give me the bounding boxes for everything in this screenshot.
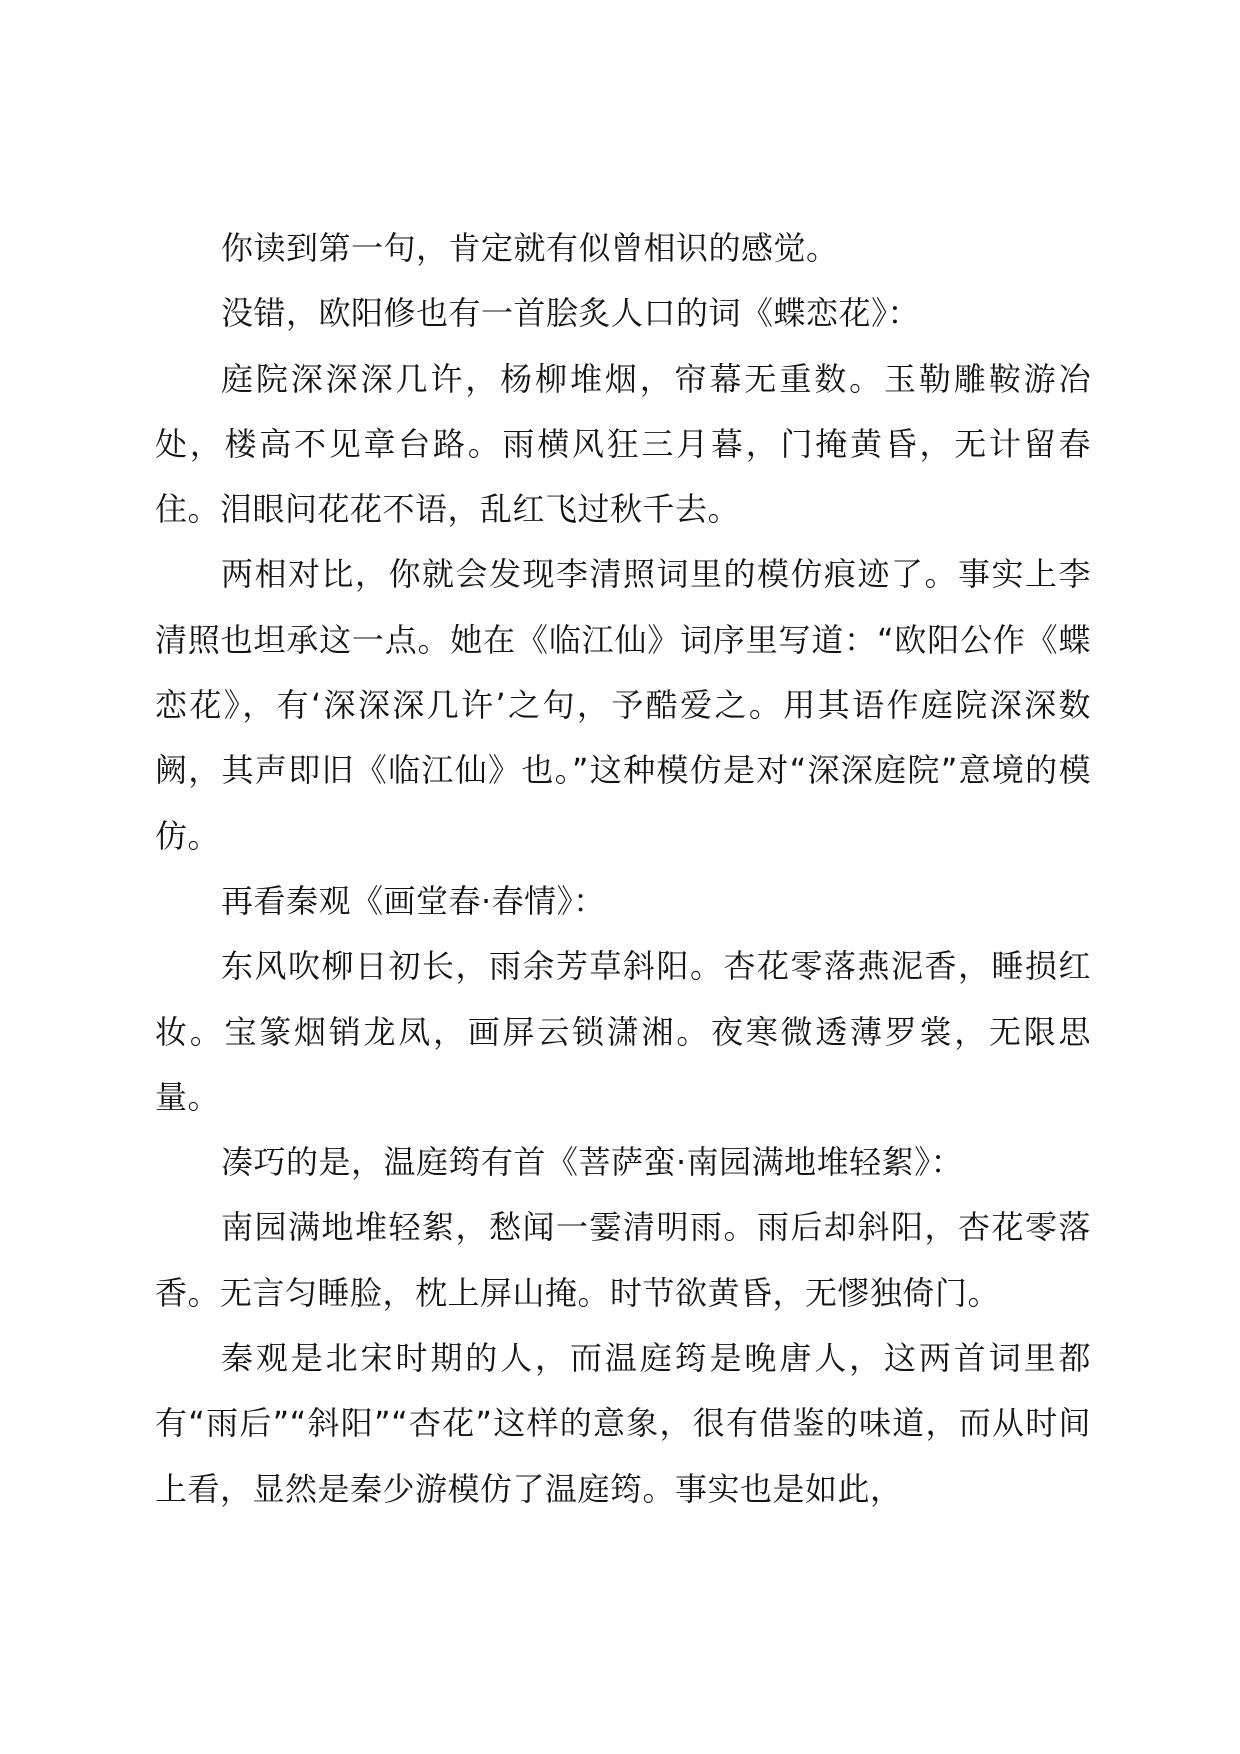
poem-pu-sa-man: 南园满地堆轻絮，愁闻一霎清明雨。雨后却斜阳，杏花零落香。无言匀睡脸，枕上屏山掩。时节欲黄昏，无憀独倚门。	[155, 1208, 1091, 1312]
paragraph-qin-guan-intro: 再看秦观《画堂春·春情》：	[221, 881, 606, 920]
poem-die-lian-hua: 庭院深深深几许，杨柳堆烟，帘幕无重数。玉勒雕鞍游冶处，楼高不见章台路。雨横风狂三月暮，门掩黄昏，无计留春住。泪眼问花花不语，乱红飞过秋千去。	[155, 359, 1091, 529]
paragraph-comparison: 两相对比，你就会发现李清照词里的模仿痕迹了。事实上李清照也坦承这一点。她在《临江仙》词序里写道：“欧阳公作《蝶恋花》，有‘深深深几许’之句，予酷爱之。用其语作庭院深深数阙，其声即旧《临江仙》也。”这种模仿是对“深深庭院”意境的模仿。	[155, 555, 1091, 855]
paragraph-intro: 你读到第一句，肯定就有似曾相识的感觉。	[221, 229, 839, 267]
paragraph-wen-tingyun-intro: 凑巧的是，温庭筠有首《菩萨蛮·南园满地堆轻絮》：	[221, 1143, 964, 1182]
document-body	[155, 216, 1091, 1522]
paragraph-ouyang-xiu-intro: 没错，欧阳修也有一首脍炙人口的词《蝶恋花》：	[221, 294, 921, 333]
poem-hua-tang-chun: 东风吹柳日初长，雨余芳草斜阳。杏花零落燕泥香，睡损红妆。宝篆烟销龙凤，画屏云锁潇湘。夜寒微透薄罗裳，无限思量。	[155, 947, 1091, 1116]
paragraph-conclusion: 秦观是北宋时期的人，而温庭筠是晚唐人，这两首词里都有“雨后”“斜阳”“杏花”这样的意象，很有借鉴的味道，而从时间上看，显然是秦少游模仿了温庭筠。事实也是如此，	[155, 1339, 1091, 1508]
